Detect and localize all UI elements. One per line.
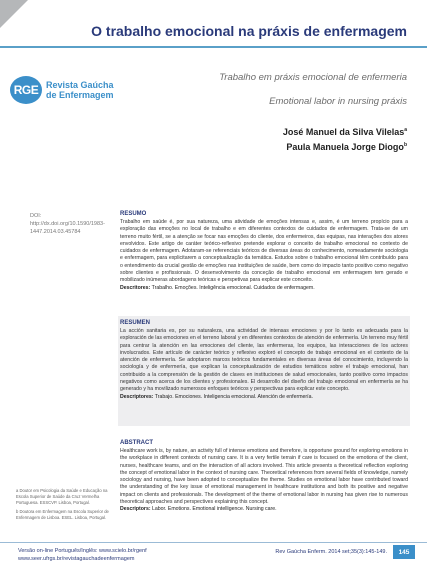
header-rule <box>0 46 427 48</box>
logo-line-1: Revista Gaúcha <box>46 80 114 90</box>
author-2-sup: b <box>403 142 407 148</box>
logo-mark: RGE <box>10 76 42 104</box>
footnotes <box>16 488 111 525</box>
footer-rule <box>0 542 427 543</box>
journal-logo <box>10 76 114 104</box>
author-2-name: Paula Manuela Jorge Diogo <box>286 142 404 152</box>
resumo-desc-label: Descritores: <box>120 284 151 291</box>
footnote-b: b Doutora em Enfermagem na Escola Superior de Enfermagem de Lisboa. ESEL. Lisboa, Portugal. <box>16 509 109 521</box>
footer-links <box>18 547 147 563</box>
abstract-desc-text: Labor. Emotions. Emotional intelligence. Nursing care. <box>150 506 277 513</box>
logo-line-2: de Enfermagem <box>46 90 114 100</box>
running-title: O trabalho emocional na práxis de enfermagem <box>91 23 407 39</box>
journal-site-link[interactable]: www.seer.ufrgs.br/revistagauchadeenfermagem <box>18 556 135 562</box>
resumen-text: La acción sanitaria es, por su naturaleza, una actividad de intensas emociones y por lo tanto es adecuada para la exploración de las emociones en el terreno laboral y en diferentes contextos de atención de enfermería. Un terreno muy fértil para centrar la atención en las emociones del cliente, las enfermeras, los equipos, las interacciones de los actores involucrados. Este artículo de carácter teórico y reflexivo exploró el concepto de trabajo emocional en el contexto de la atención de enfermería. Se adoptaron marcos teóricos fundamentales en diversas áreas del conocimiento, incluyendo la sociología y de enfermería, que explican la conceptualización de estudios temáticos sobre el trabajo emocional, han contribuido a la comprensión de la gestión de claves en instituciones de salud emocionales, tanto positivo como impactos negativos como acerca de los clientes y profesionales. El desarrollo del diseño del trabajo emocional en enfermería se ha generado y ha movilizado numerosos enfoques teóricos y perspectivas para explicar este concepto. <box>120 328 408 393</box>
doi-block[interactable] <box>30 212 115 236</box>
resumo-section <box>120 211 408 292</box>
page-number: 145 <box>393 545 415 559</box>
article-title-en: Emotional labor in nursing práxis <box>269 96 407 107</box>
abstract-section <box>120 440 408 514</box>
abstract-descriptors <box>120 506 408 513</box>
resumen-heading: RESUMEN <box>120 320 151 326</box>
doi-line-1[interactable]: DOI: http://dx.doi.org/10.1590/1983- <box>30 213 105 227</box>
resumen-desc-text: Trabajo. Emociones. Inteligencia emocional. Atención de enfermería. <box>153 393 313 400</box>
corner-decoration <box>0 0 28 28</box>
resumo-desc-text: Trabalho. Emoções. Inteligência emocional. Cuidados de enfermagem. <box>150 284 315 291</box>
abstract-desc-label: Descriptors: <box>120 506 151 513</box>
resumo-heading: RESUMO <box>120 211 147 217</box>
article-title-es: Trabalho em práxis emocional de enfermeria <box>219 72 407 83</box>
abstract-text: Healthcare work is, by nature, an activity full of intense emotions and therefore, is opportune ground for exploring emotions in the workplace in different contexts of nursing care. It is a very fertile terrain if care is focused on the emotions of the client, nurses, healthcare teams, and on the interaction of all actors involved. This article presents a theoretical reflection exploring the concept of emotional labor in the context of nursing care. Theoretical references from several fields of knowledge, namely sociology and nursing, have been adopted to conceptualize the theme. Studies on emotional labor have contributed toward the understanding of the key issue of emotional management in healthcare institutions and both its positive and negative impact on clients and professionals. The development of the theme of emotional labor in nursing has given rise to numerous theoretical approaches and perspectives explaining this concept. <box>120 448 408 506</box>
author-2 <box>286 142 407 152</box>
author-1-sup: a <box>404 127 407 133</box>
resumen-box <box>118 316 410 426</box>
logo-text <box>46 80 114 100</box>
resumen-descriptors <box>120 394 408 401</box>
resumo-text: Trabalho em saúde é, por sua natureza, uma atividade de emoções intensas e, assim, é um terreno propício para a exploração das emoções no local de trabalho e em diferentes contextos de cuidados de enfermagem. Trata-se de um terreno muito fértil, se a atenção se focar nas emoções do cliente, dos enfermeiros, das equipas, nas interações dos atores envolvidos. Este artigo de caráter teórico-reflexivo pretende explorar o conceito de trabalho emocional no contexto de cuidados de enfermagem. Adotaram-se referenciais teóricos de diversas áreas do conhecimento, nomeadamente sociologia e enfermagem, para explicitarem a conceptualização da temática. Estudos sobre o trabalho emocional têm contribuído para o entendimento da crucial gestão de emoções nas instituições de saúde, bem como do impacto tanto positivo como negativo sobre clientes e profissionais. O desenvolvimento da conceção de trabalho emocional em enfermagem tem gerado e mobilizado inúmeras abordagens teóricas e perspetivas para explicar este conceito. <box>120 219 408 284</box>
footnote-a: a Doutor em Psicologia da Saúde e Educação na Escola Superior de Saúde da Cruz Vermelha Portuguesa. ESSCVP. Lisboa, Portugal. <box>16 488 108 505</box>
resumen-section <box>120 320 408 401</box>
resumo-descriptors <box>120 285 408 292</box>
author-1 <box>283 127 407 137</box>
abstract-heading: ABSTRACT <box>120 440 153 446</box>
author-1-name: José Manuel da Silva Vilelas <box>282 127 405 137</box>
doi-line-2[interactable]: 1447.2014.03.45784 <box>30 229 81 235</box>
online-version-link[interactable]: Versão on-line Português/Inglês: www.scielo.br/rgenf <box>18 548 147 554</box>
resumen-desc-label: Descriptores: <box>120 393 154 400</box>
citation: Rev Gaúcha Enferm. 2014 set;35(3):145-149. <box>275 549 387 555</box>
